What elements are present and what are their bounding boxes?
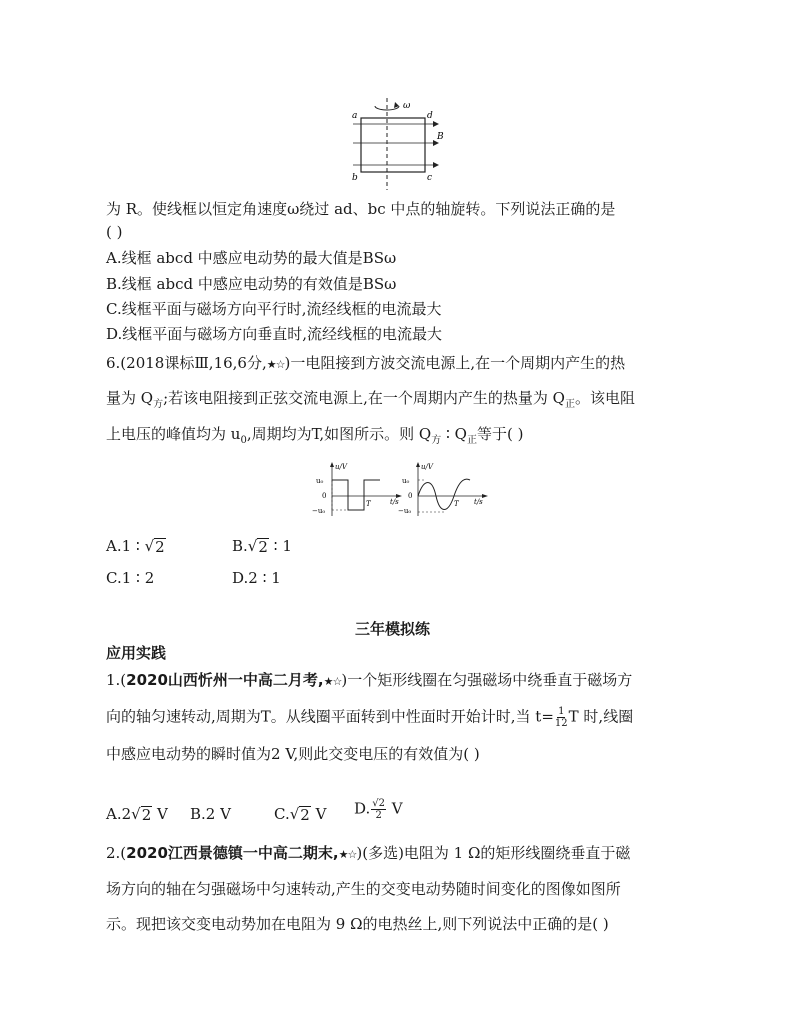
difficulty-stars: ★☆: [323, 675, 342, 688]
p1-stem-line2: 向的轴匀速转动,周期为T。从线圈平面转到中性面时开始计时,当 t= $\frac{1}{12}$ T 时,线圈: [106, 706, 634, 729]
square-t-axis-label: t/s: [390, 498, 399, 506]
p1-option-c: C. √ 2 V: [274, 805, 327, 824]
square-T-label: T: [366, 500, 371, 508]
square-neg-u0-label: −u₀: [312, 507, 326, 515]
square-u0-label: u₀: [316, 477, 324, 485]
q6-stem-line1: 6.(2018课标Ⅲ,16,6分,★☆)一电阻接到方波交流电源上,在一个周期内产生的热: [106, 354, 626, 372]
sine-zero-label: 0: [408, 492, 413, 500]
label-B-field: B: [437, 132, 444, 142]
sine-T-label: T: [454, 500, 459, 508]
sine-t-axis-label: t/s: [474, 498, 483, 506]
label-a: a: [352, 111, 358, 121]
p2-stem-line1: 2.(2020江西景德镇一中高二期末,★☆)(多选)电阻为 1 Ω的矩形线圈绕垂直于磁: [106, 844, 631, 862]
q5-option-b: B.线框 abcd 中感应电动势的有效值是BSω: [106, 275, 397, 293]
p1-option-b: B.2 V: [190, 805, 231, 823]
section-subtitle: 应用实践: [106, 644, 167, 662]
q5-answer-paren: ( ): [106, 223, 123, 241]
label-omega: ω: [403, 101, 411, 111]
square-and-sine-wave-figure: [310, 460, 490, 520]
q6-option-d: D.2 ∶ 1: [232, 569, 281, 587]
label-d: d: [427, 111, 433, 121]
p1-stem-line3: 中感应电动势的瞬时值为2 V,则此交变电压的有效值为( ): [106, 745, 480, 763]
section-title: 三年模拟练: [355, 620, 431, 638]
q5-stem: 为 R。使线框以恒定角速度ω绕过 ad、bc 中点的轴旋转。下列说法正确的是: [106, 200, 616, 218]
fraction-sqrt2-over-2: $\frac{√2}{2}$: [372, 798, 385, 821]
sine-u-axis-label: u/V: [421, 463, 433, 471]
q6-option-c: C.1 ∶ 2: [106, 569, 155, 587]
sine-u0-label: u₀: [402, 477, 410, 485]
q6-stem-line3: 上电压的峰值均为 $u_0$,周期均为T,如图所示。则 $Q_方$ ∶ $Q_正$等于( ): [106, 425, 524, 446]
q5-option-a: A.线框 abcd 中感应电动势的最大值是BSω: [106, 249, 397, 267]
p1-stem-line1: 1.(2020山西忻州一中高二月考,★☆)一个矩形线圈在匀强磁场中绕垂直于磁场方: [106, 671, 633, 689]
q6-option-b: B. √ 2 ∶ 1: [232, 537, 292, 556]
square-u-axis-label: u/V: [335, 463, 347, 471]
q5-option-d: D.线框平面与磁场方向垂直时,流经线框的电流最大: [106, 325, 443, 343]
sine-neg-u0-label: −u₀: [398, 507, 412, 515]
q6-option-a: A.1 ∶ √ 2: [106, 537, 165, 556]
p1-option-d: D. $\frac{√2}{2}$ V: [354, 798, 403, 821]
difficulty-stars: ★☆: [338, 848, 357, 861]
difficulty-stars: ★☆: [266, 358, 285, 371]
p1-option-a: A.2 √ 2 V: [106, 805, 168, 824]
square-zero-label: 0: [322, 492, 327, 500]
label-c: c: [427, 173, 433, 183]
p2-stem-line2: 场方向的轴在匀强磁场中匀速转动,产生的交变电动势随时间变化的图像如图所: [106, 880, 621, 898]
fraction-1-12: $\frac{1}{12}$: [554, 706, 568, 729]
q5-option-c: C.线框平面与磁场方向平行时,流经线框的电流最大: [106, 300, 442, 318]
label-b: b: [352, 173, 358, 183]
q6-stem-line2: 量为 $Q_方$;若该电阻接到正弦交流电源上,在一个周期内产生的热量为 $Q_正$。该电阻: [106, 389, 635, 410]
rotating-frame-figure: [345, 98, 455, 193]
p2-stem-line3: 示。现把该交变电动势加在电阻为 9 Ω的电热丝上,则下列说法中正确的是( ): [106, 915, 609, 933]
